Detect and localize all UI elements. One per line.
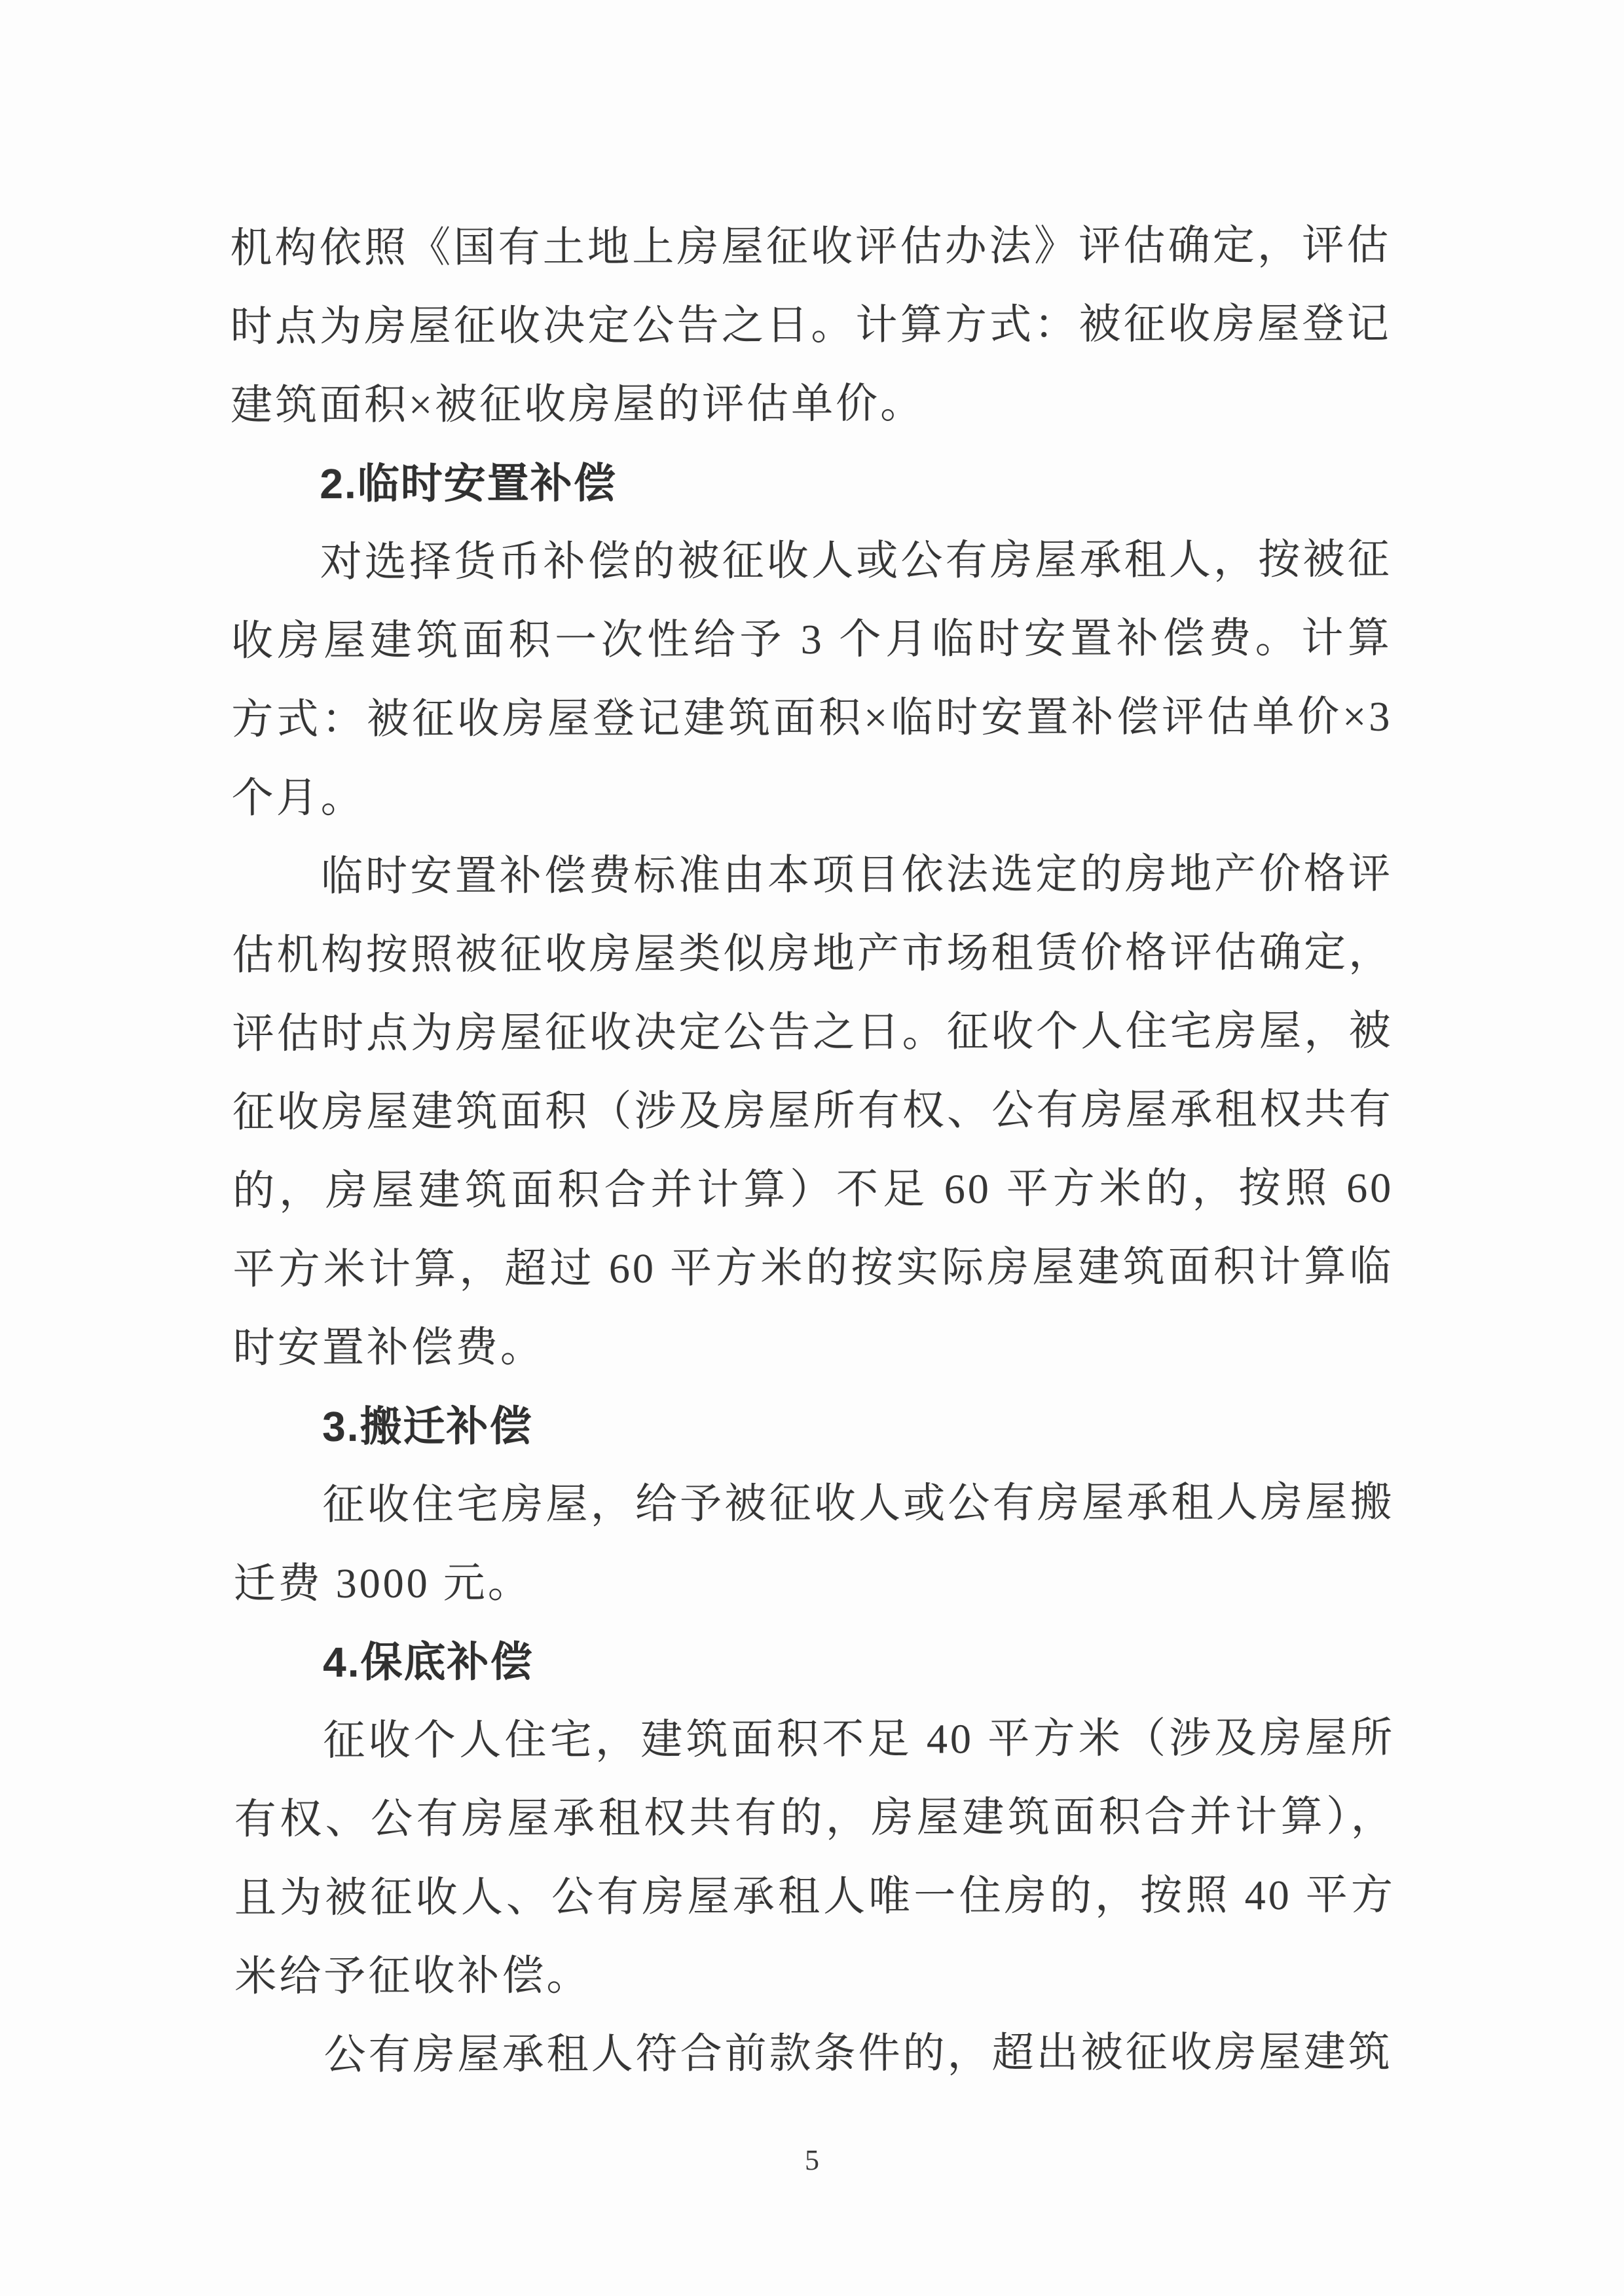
paragraph-minimum-guarantee-rule: 征收个人住宅，建筑面积不足 40 平方米（涉及房屋所有权、公有房屋承租权共有的，房屋建筑面积合并计算），且为被征收人、公有房屋承租人唯一住房的，按照 40 平方米给予征收补偿。: [234, 1714, 1396, 2000]
paragraph-appraisal-method-continuation: 机构依照《国有土地上房屋征收评估办法》评估确定，评估时点为房屋征收决定公告之日。计算方式：被征收房屋登记建筑面积×被征收房屋的评估单价。: [230, 221, 1392, 429]
document-body: [230, 206, 1396, 2095]
heading-minimum-guarantee-compensation: 4.保底补偿: [322, 1638, 534, 1686]
paragraph-temporary-resettlement-calculation: 对选择货币补偿的被征收人或公有房屋承租人，按被征收房屋建筑面积一次性给予 3 个月临时安置补偿费。计算方式：被征收房屋登记建筑面积×临时安置补偿评估单价×3 个月。: [231, 536, 1393, 822]
paragraph-temporary-resettlement-standard: 临时安置补偿费标准由本项目依法选定的房地产价格评估机构按照被征收房屋类似房地产市场租赁价格评估确定，评估时点为房屋征收决定公告之日。征收个人住宅房屋，被征收房屋建筑面积（涉及房屋所有权、公有房屋承租权共有的，房屋建筑面积合并计算）不足 60 平方米的，按照 60 平方米计算，超过 60 平方米的按实际房屋建筑面积计算临时安置补偿费。: [232, 850, 1394, 1372]
heading-relocation-compensation: 3.搬迁补偿: [322, 1402, 533, 1450]
heading-temporary-resettlement-compensation: 2.临时安置补偿: [320, 459, 617, 507]
paragraph-relocation-fee: 征收住宅房屋，给予被征收人或公有房屋承租人房屋搬迁费 3000 元。: [233, 1478, 1395, 1607]
paragraph-public-housing-tenant-rule: 公有房屋承租人符合前款条件的，超出被征收房屋建筑: [323, 2028, 1393, 2078]
page-number: 5: [805, 2144, 819, 2176]
